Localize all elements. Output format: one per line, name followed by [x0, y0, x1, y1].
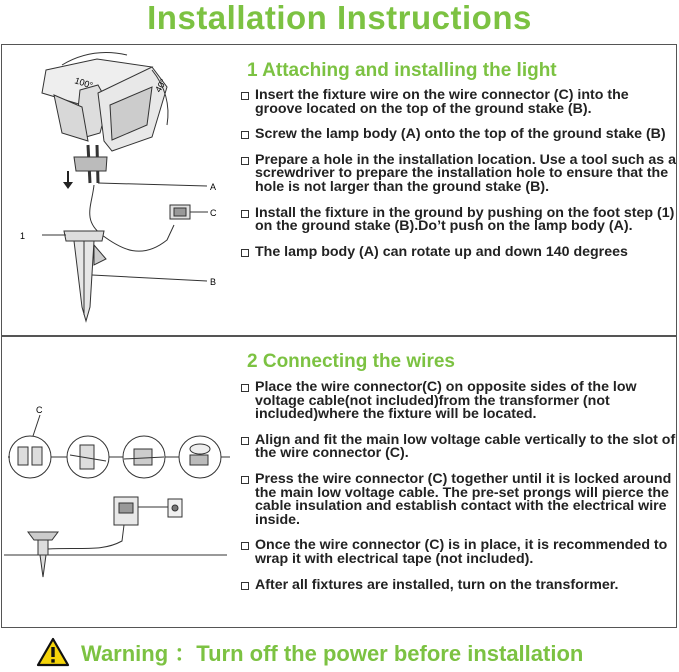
warning-text: Warning ：Turn off the power before installation: [81, 640, 584, 666]
step-circle-4: [179, 436, 221, 478]
checkbox-icon: [241, 384, 249, 392]
section-1-steps: [240, 89, 676, 259]
label-c: C: [210, 208, 217, 218]
leader-b: [92, 275, 207, 281]
step-item: Screw the lamp body (A) onto the top of the ground stake (B): [240, 128, 676, 142]
warning-banner: [36, 634, 583, 670]
wire-connection-illustration: [2, 337, 232, 627]
power-outlet-drawing: [168, 499, 182, 517]
leader-c: [32, 415, 40, 439]
section-attaching-panel: [1, 44, 677, 336]
warning-triangle-icon: [36, 637, 70, 667]
label-c: C: [36, 405, 43, 415]
step-item: Align and fit the main low voltage cable vertically to the slot of the wire connector (C).: [240, 434, 676, 461]
label-a: A: [210, 182, 217, 192]
wire-connector-c-drawing: [170, 205, 190, 219]
step-item: The lamp body (A) can rotate up and down 140 degrees: [240, 246, 676, 260]
step-circle-3: [123, 436, 165, 478]
leader-a: [98, 183, 207, 186]
low-voltage-cable: [48, 525, 124, 549]
lamp-head-drawing: [42, 59, 167, 183]
section-2-heading: 2 Connecting the wires: [247, 351, 455, 372]
down-arrow-head: [63, 182, 73, 189]
checkbox-icon: [241, 437, 249, 445]
step-item: Once the wire connector (C) is in place, it is recommended to wrap it with electrical tape (not included).: [240, 539, 676, 566]
label-b: B: [210, 277, 217, 287]
step-item: After all fixtures are installed, turn on the transformer.: [240, 579, 676, 593]
checkbox-icon: [241, 476, 249, 484]
step-item: Press the wire connector (C) together until it is locked around the main low voltage cable. The pre-set prongs will pierce the cable insulation and establish contact with the electrical wire inside.: [240, 473, 676, 527]
angle-label-40: 40°: [153, 77, 169, 94]
section-wires-panel: [1, 336, 677, 628]
checkbox-icon: [241, 582, 249, 590]
step-circle-1: [9, 436, 51, 478]
section-2-steps: [240, 381, 676, 592]
step-item: Prepare a hole in the installation location. Use a tool such as a screwdriver to prepare the installation hole to ensure that the hole is not larger than the ground stake (B).: [240, 154, 676, 195]
step-item: Insert the fixture wire on the wire connector (C) into the groove located on the top of the ground stake (B).: [240, 89, 676, 116]
checkbox-icon: [241, 249, 249, 257]
checkbox-icon: [241, 92, 249, 100]
section-1-heading: 1 Attaching and installing the light: [247, 60, 557, 81]
step-circle-2: [67, 436, 109, 478]
checkbox-icon: [241, 542, 249, 550]
ground-stake-drawing: [64, 231, 106, 321]
angle-label-100: 100°: [73, 75, 95, 91]
page-title: Installation Instructions: [147, 0, 532, 36]
checkbox-icon: [241, 131, 249, 139]
checkbox-icon: [241, 210, 249, 218]
transformer-drawing: [114, 497, 138, 525]
step-item: Install the fixture in the ground by pushing on the foot step (1) on the ground stake (B).Do’t push on the lamp body (A).: [240, 207, 676, 234]
label-1: 1: [20, 231, 26, 241]
lamp-installation-illustration: [2, 45, 232, 335]
step-item: Place the wire connector(C) on opposite sides of the low voltage cable(not included)from the transformer (not included)where the fixture will be located.: [240, 381, 676, 422]
checkbox-icon: [241, 157, 249, 165]
